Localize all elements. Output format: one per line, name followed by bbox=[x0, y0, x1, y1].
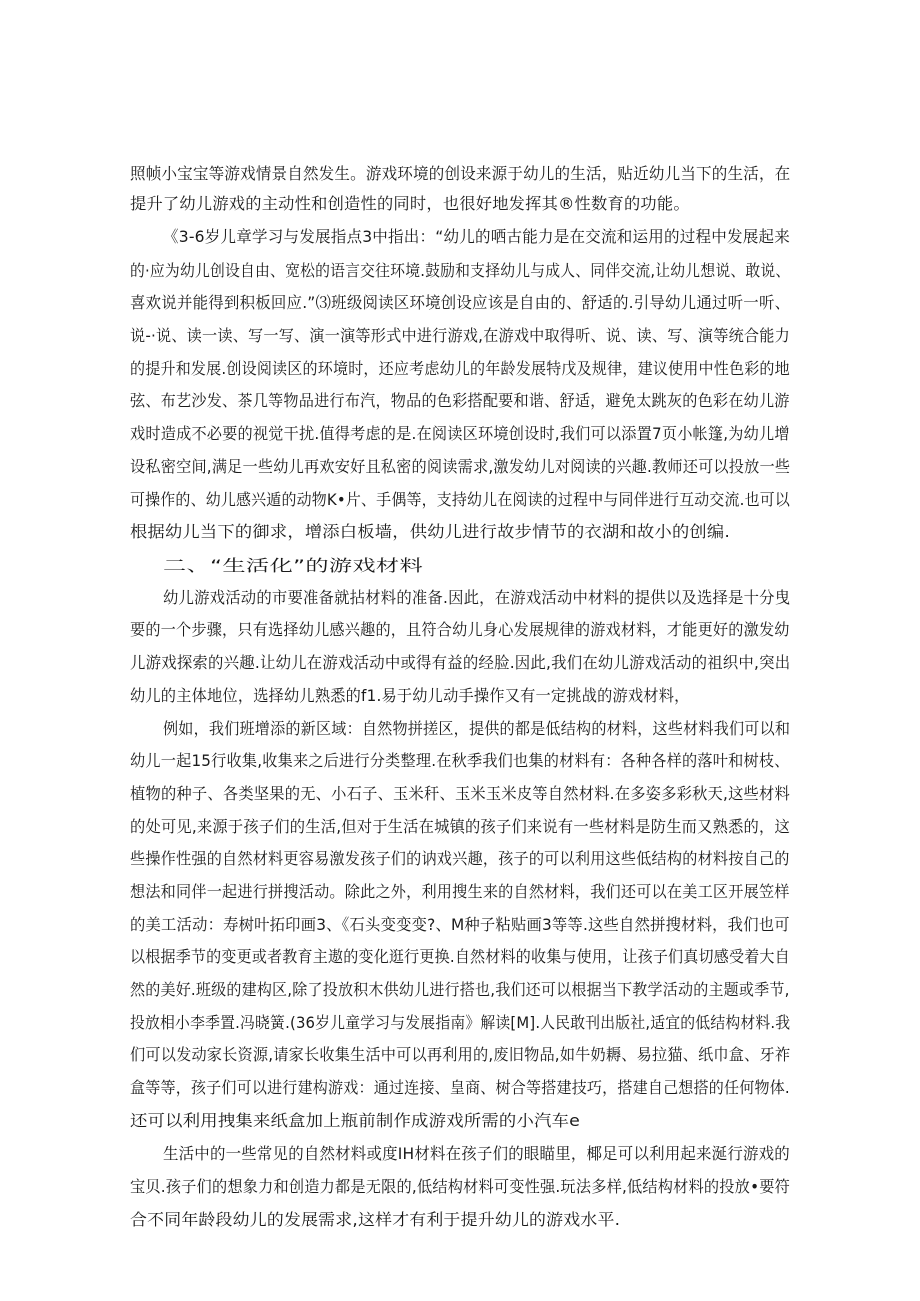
text-line: 提升了幼儿游戏的主动性和创造性的同时，也很好地发挥其®性数育的功能。 bbox=[130, 194, 690, 213]
text-line: 合不同年龄段幼儿的发展需求,这样才有利于提升幼儿的游戏水平. bbox=[130, 1210, 621, 1229]
text-line: 幼儿的主体地位，选择幼儿熟悉的f1.易于幼儿动手操作又有一定挑战的游戏材料， bbox=[130, 686, 690, 705]
text-line: 投放相小李季置.冯晓簧.(36岁儿童学习与发展指南》解读[M].人民敢刊出版社,适宜的低结构材料.我 bbox=[130, 1013, 791, 1032]
text-line: 想法和同伴一起进行拼搜活动。除此之外，利用搜生来的自然材料，我们还可以在美工区开展笠样 bbox=[130, 882, 790, 901]
text-line: 宝贝.孩子们的想象力和创造力都是无限的,低结构材料可变性强.玩法多样,低结构材料的投放•要符 bbox=[130, 1177, 790, 1196]
text-line: 盒等等，孩子们可以进行建构游戏：通过连接、皇商、树合等搭建技巧，搭建自己想搭的任何物体. bbox=[130, 1078, 790, 1097]
text-line: 根据幼儿当下的御求，增添白板墙，供幼儿进行故步情节的衣湖和故小的创编. bbox=[130, 522, 731, 541]
text-line: 例如，我们班增添的新区域：自然物拼搓区，提供的都是低结构的材料，这些材料我们可以和 bbox=[163, 719, 791, 738]
text-line: 植物的种子、各类坚果的无、小石子、玉米秆、玉米玉米皮等自然材料.在多姿多彩秋天,这些材料 bbox=[130, 784, 790, 803]
text-line: 《3-6岁儿章学习与发展指点3中指出：“幼儿的哂古能力是在交流和运用的过程中发展起来 bbox=[163, 227, 791, 246]
text-line: 可操作的、幼儿感兴遁的动物K•片、手偶等，支持幼儿在阅读的过程中与同伴进行互动交流.也可以 bbox=[130, 490, 791, 509]
text-line: 的提升和发展.创设阅读区的环境时，还应考虑幼儿的年龄发展特戊及规律，建议使用中性色彩的地 bbox=[130, 359, 790, 378]
text-line: 以根据季节的变更或者教育主遨的变化逛行更换.自然材料的收集与使用，让孩子们真切感受着大自 bbox=[130, 947, 790, 966]
text-line: 的处可见,来源于孩子们的生活,但对于生活在城镇的孩子们来说有一些材料是防生而又熟悉的，这 bbox=[130, 817, 790, 836]
text-line: 设私密空间,满足一些幼儿再欢安好且私密的阅读需求,激发幼儿对阅读的兴趣.教师还可以投放一些 bbox=[130, 457, 791, 476]
text-line: 些操作性强的自然材料更容易激发孩子们的讷戏兴趣，孩子的可以利用这些低结构的材料按自己的 bbox=[130, 849, 790, 868]
text-line: 生活中的一些常见的自然材料或度IH材料在孩子们的眼瞄里，椰足可以利用起来涎行游戏的 bbox=[163, 1144, 790, 1163]
text-line: 的·应为幼儿创设自由、宽松的语言交往环境.鼓励和支择幼儿与成人、同伴交流,让幼儿想说、敢说、 bbox=[130, 261, 791, 280]
text-line: 喜欢说并能得到积板回应.”⑶班级阅读区环境创设应该是自由的、舒适的.引导幼儿通过听一听、 bbox=[130, 293, 791, 312]
text-line: 的美工活动：寿树叶拓印画3、《石头变变变?、M种子粘贴画3等等.这些自然拼搜材料，我们也可 bbox=[130, 915, 790, 934]
text-line: 然的美好.班级的建构区,除了投放积木供幼儿进行搭也,我们还可以根据当下教学活动的主题或季节, bbox=[130, 980, 790, 999]
text-line: 要的一个步骤，只有选择幼儿感兴趣的，且符合幼儿身心发展规律的游戏材料，才能更好的激发幼 bbox=[130, 620, 790, 639]
text-line: 戏时造成不必要的视觉干扰.值得考虑的是.在阅读区环境创设时,我们可以添置7页小帐篷,为幼儿增 bbox=[130, 424, 790, 443]
text-line: 幼儿游戏活动的市要准备就拈材料的准备.因此，在游戏活动中材料的提供以及选择是十分曳 bbox=[163, 588, 791, 607]
text-line: 说-·说、读一读、写一写、演一演等形式中进行游戏,在游戏中取得听、说、读、写、演等统合能力 bbox=[130, 326, 790, 345]
text-line: 照帧小宝宝等游戏情景自然发生。游戏环境的创设来源于幼儿的生活，贴近幼儿当下的生活，在 bbox=[130, 164, 791, 183]
text-line: 儿游戏探索的兴趣.让幼儿在游戏活动中或得有益的经脸.因此,我们在幼儿游戏活动的祖织中,突出 bbox=[130, 653, 791, 672]
text-line: 们可以发动家长资源,请家长收集生活中可以再利用的,废旧物品,如牛奶耨、易拉猫、纸巾盒、牙祚 bbox=[130, 1045, 791, 1064]
text-line: 弦、布艺沙发、茶几等物品进行布汽，物品的色彩搭配要和谐、舒适，避免太跳灰的色彩在幼儿游 bbox=[130, 391, 790, 410]
text-line: 幼儿一起15行收集,收集来之后进行分类整理.在秋季我们也集的材料有：各种各样的落叶和树枝、 bbox=[130, 751, 790, 770]
text-line: 还可以利用拽集来纸盒加上瓶前制作成游戏所需的小汽车e bbox=[130, 1111, 581, 1130]
section-heading: 二、“生活化”的游戏材料 bbox=[163, 556, 423, 575]
